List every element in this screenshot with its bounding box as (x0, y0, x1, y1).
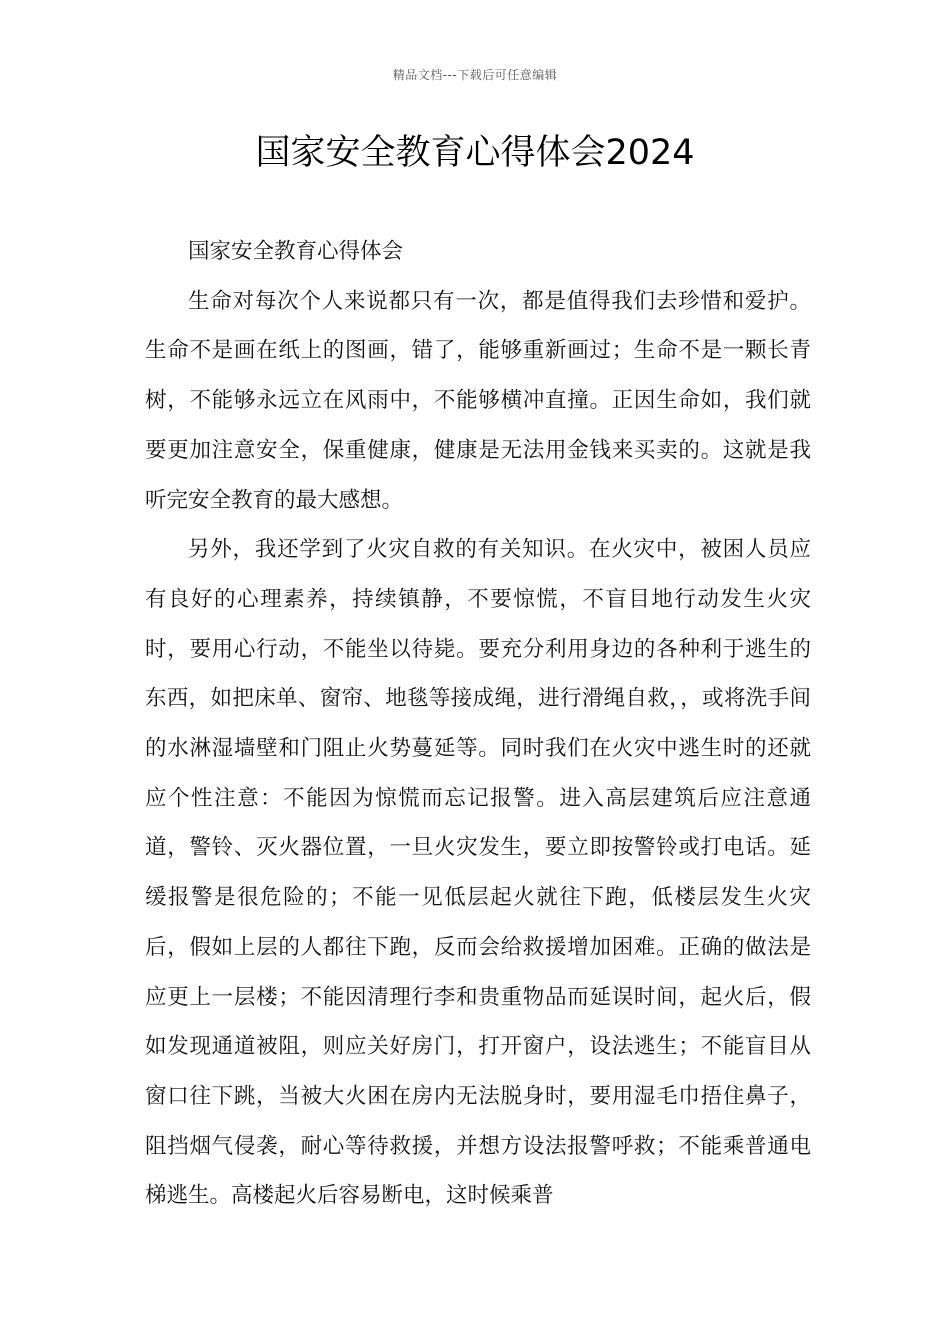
paragraph: 另外，我还学到了火灾自救的有关知识。在火灾中，被困人员应有良好的心理素养，持续镇静，不要惊慌，不盲目地行动发生火灾时，要用心行动，不能坐以待毙。要充分利用身边的各种利于逃生的东西，如把床单、窗帘、地毯等接成绳，进行滑绳自救，，或将洗手间的水淋湿墙壁和门阻止火势蔓延等。同时我们在火灾中逃生时的还就应个性注意：不能因为惊慌而忘记报警。进入高层建筑后应注意通道，警铃、灭火器位置，一旦火灾发生，要立即按警铃或打电话。延缓报警是很危险的；不能一见低层起火就往下跑，低楼层发生火灾后，假如上层的人都往下跑，反而会给救援增加困难。正确的做法是应更上一层楼；不能因清理行李和贵重物品而延误时间，起火后，假如发现通道被阻，则应关好房门，打开窗户，设法逃生；不能盲目从窗口往下跳，当被大火困在房内无法脱身时，要用湿毛巾捂住鼻子，阻挡烟气侵袭，耐心等待救援，并想方设法报警呼救；不能乘普通电梯逃生。高楼起火后容易断电，这时候乘普 (145, 537, 811, 1209)
paragraph-subtitle: 国家安全教育心得体会 (188, 239, 404, 264)
document-title: 国家安全教育心得体会2024 (255, 133, 695, 173)
header-note: 精品文档---下载后可任意编辑 (392, 68, 558, 82)
paragraph: 生命对每次个人来说都只有一次，都是值得我们去珍惜和爱护。生命不是画在纸上的图画，错了，能够重新画过；生命不是一颗长青树，不能够永远立在风雨中，不能够横冲直撞。正因生命如，我们就要更加注意安全，保重健康，健康是无法用金钱来买卖的。这就是我听完安全教育的最大感想。 (145, 288, 811, 513)
document-body (145, 227, 811, 1221)
